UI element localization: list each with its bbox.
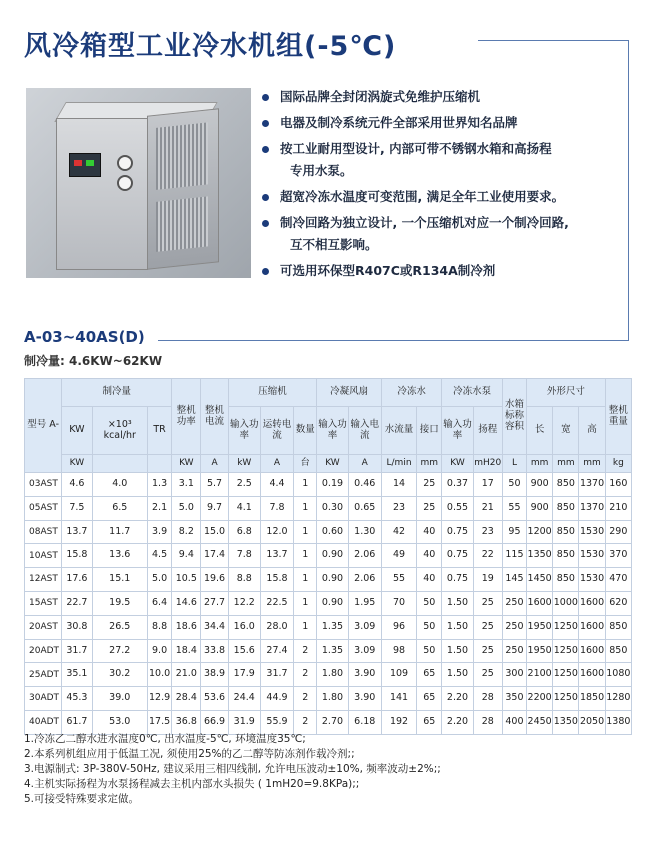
table-cell: 0.19 xyxy=(317,473,348,497)
table-cell: 50 xyxy=(417,591,442,615)
table-cell: 1600 xyxy=(527,591,553,615)
table-cell: 13.7 xyxy=(260,544,293,568)
table-cell: 1450 xyxy=(527,568,553,592)
table-row xyxy=(25,615,632,639)
table-cell: 15.1 xyxy=(92,568,147,592)
table-cell: 50 xyxy=(502,473,526,497)
table-cell: 28.0 xyxy=(260,615,293,639)
table-cell: 35.1 xyxy=(62,663,92,687)
table-cell: 2200 xyxy=(527,687,553,711)
table-cell: 850 xyxy=(553,520,579,544)
table-cell: 96 xyxy=(381,615,416,639)
table-cell: 3.09 xyxy=(348,615,381,639)
table-cell: 0.90 xyxy=(317,591,348,615)
table-cell: 3.9 xyxy=(147,520,171,544)
table-cell: 1950 xyxy=(527,615,553,639)
table-cell: 0.90 xyxy=(317,568,348,592)
table-cell: 6.8 xyxy=(228,520,260,544)
control-panel xyxy=(69,153,101,177)
bullet-icon xyxy=(262,146,269,153)
table-cell: 1 xyxy=(294,615,317,639)
pressure-gauge xyxy=(117,155,133,171)
table-cell: 17.4 xyxy=(201,544,228,568)
table-cell: 26.5 xyxy=(92,615,147,639)
table-cell: 1600 xyxy=(579,639,605,663)
table-cell: 49 xyxy=(381,544,416,568)
spec-table xyxy=(24,378,632,735)
table-cell: 2100 xyxy=(527,663,553,687)
feature-item: 超宽冷冻水温度可变范围, 满足全年工业使用要求。 xyxy=(258,186,628,208)
feature-list xyxy=(258,86,628,286)
table-cell: 850 xyxy=(605,615,631,639)
table-row xyxy=(25,687,632,711)
table-cell: 250 xyxy=(502,591,526,615)
table-row xyxy=(25,496,632,520)
table-cell: 160 xyxy=(605,473,631,497)
table-cell: 0.90 xyxy=(317,544,348,568)
table-cell: 10.0 xyxy=(147,663,171,687)
table-cell: 250 xyxy=(502,615,526,639)
table-cell: 31.9 xyxy=(228,710,260,734)
col-chilled: 冷冻水 xyxy=(381,379,441,407)
table-row xyxy=(25,639,632,663)
table-cell: 1530 xyxy=(579,544,605,568)
table-cell: 1080 xyxy=(605,663,631,687)
table-cell: 2 xyxy=(294,710,317,734)
table-cell: 31.7 xyxy=(62,639,92,663)
model-cell: 03AST xyxy=(25,473,62,497)
table-cell: 1530 xyxy=(579,568,605,592)
table-cell: 28 xyxy=(473,710,502,734)
table-cell: 1.95 xyxy=(348,591,381,615)
table-cell: 22.7 xyxy=(62,591,92,615)
col-tank: 水箱标称容积 xyxy=(502,379,526,455)
table-cell: 27.4 xyxy=(260,639,293,663)
table-cell: 45.3 xyxy=(62,687,92,711)
table-cell: 109 xyxy=(381,663,416,687)
feature-item: 制冷回路为独立设计, 一个压缩机对应一个制冷回路, 互不相互影响。 xyxy=(258,212,628,256)
table-row xyxy=(25,663,632,687)
table-cell: 1370 xyxy=(579,473,605,497)
table-cell: 1950 xyxy=(527,639,553,663)
table-cell: 400 xyxy=(502,710,526,734)
table-cell: 15.6 xyxy=(228,639,260,663)
table-cell: 1.50 xyxy=(442,615,473,639)
table-cell: 19.5 xyxy=(92,591,147,615)
table-cell: 1250 xyxy=(553,687,579,711)
table-cell: 1.80 xyxy=(317,663,348,687)
table-cell: 22.5 xyxy=(260,591,293,615)
spec-table-body xyxy=(25,473,632,735)
table-cell: 2.06 xyxy=(348,544,381,568)
table-cell: 31.7 xyxy=(260,663,293,687)
table-cell: 7.8 xyxy=(228,544,260,568)
table-cell: 10.5 xyxy=(172,568,201,592)
table-cell: 65 xyxy=(417,710,442,734)
table-cell: 0.46 xyxy=(348,473,381,497)
table-cell: 65 xyxy=(417,663,442,687)
condenser-grille xyxy=(156,196,208,251)
table-cell: 8.8 xyxy=(228,568,260,592)
table-cell: 23 xyxy=(381,496,416,520)
table-cell: 141 xyxy=(381,687,416,711)
table-cell: 2.20 xyxy=(442,710,473,734)
table-cell: 1.50 xyxy=(442,591,473,615)
table-cell: 21 xyxy=(473,496,502,520)
frame-border-right xyxy=(628,40,629,340)
table-cell: 65 xyxy=(417,687,442,711)
table-cell: 39.0 xyxy=(92,687,147,711)
table-cell: 23 xyxy=(473,520,502,544)
table-cell: 0.55 xyxy=(442,496,473,520)
table-cell: 5.0 xyxy=(147,568,171,592)
table-cell: 53.6 xyxy=(201,687,228,711)
table-cell: 14.6 xyxy=(172,591,201,615)
table-cell: 33.8 xyxy=(201,639,228,663)
table-cell: 34.4 xyxy=(201,615,228,639)
model-cell: 12AST xyxy=(25,568,62,592)
table-cell: 25 xyxy=(473,663,502,687)
table-cell: 850 xyxy=(553,496,579,520)
title-rule xyxy=(478,40,628,41)
table-cell: 1600 xyxy=(579,591,605,615)
table-cell: 850 xyxy=(553,473,579,497)
table-cell: 192 xyxy=(381,710,416,734)
table-cell: 17.6 xyxy=(62,568,92,592)
table-cell: 2.20 xyxy=(442,687,473,711)
table-cell: 28 xyxy=(473,687,502,711)
table-cell: 50 xyxy=(417,615,442,639)
table-cell: 7.8 xyxy=(260,496,293,520)
table-cell: 53.0 xyxy=(92,710,147,734)
table-cell: 1370 xyxy=(579,496,605,520)
table-cell: 0.75 xyxy=(442,568,473,592)
table-cell: 1280 xyxy=(605,687,631,711)
table-cell: 0.65 xyxy=(348,496,381,520)
table-cell: 2.06 xyxy=(348,568,381,592)
table-cell: 0.37 xyxy=(442,473,473,497)
note-item: 2.本系列机组应用于低温工况, 须使用25%的乙二醇等防冻剂作载冷剂;; xyxy=(24,748,355,760)
table-cell: 13.7 xyxy=(62,520,92,544)
feature-item: 电器及制冷系统元件全部采用世界知名品牌 xyxy=(258,112,628,134)
table-cell: 145 xyxy=(502,568,526,592)
table-cell: 4.0 xyxy=(92,473,147,497)
table-cell: 620 xyxy=(605,591,631,615)
table-cell: 17.9 xyxy=(228,663,260,687)
table-cell: 40 xyxy=(417,544,442,568)
col-pump: 冷冻水泵 xyxy=(442,379,503,407)
table-header-row xyxy=(25,379,632,407)
table-cell: 6.4 xyxy=(147,591,171,615)
table-cell: 25 xyxy=(417,473,442,497)
note-item: 4.主机实际扬程为水泵扬程减去主机内部水头损失 ( 1mH20=9.8KPa);; xyxy=(24,778,360,790)
table-cell: 22 xyxy=(473,544,502,568)
table-cell: 1380 xyxy=(605,710,631,734)
table-row xyxy=(25,544,632,568)
table-cell: 900 xyxy=(527,496,553,520)
table-cell: 4.4 xyxy=(260,473,293,497)
bullet-icon xyxy=(262,194,269,201)
table-cell: 95 xyxy=(502,520,526,544)
table-cell: 850 xyxy=(605,639,631,663)
model-cell: 20ADT xyxy=(25,639,62,663)
table-cell: 18.6 xyxy=(172,615,201,639)
col-current: 整机电流 xyxy=(201,379,228,455)
table-cell: 1.3 xyxy=(147,473,171,497)
table-cell: 1.35 xyxy=(317,639,348,663)
table-cell: 28.4 xyxy=(172,687,201,711)
table-cell: 12.0 xyxy=(260,520,293,544)
table-cell: 250 xyxy=(502,639,526,663)
table-cell: 18.4 xyxy=(172,639,201,663)
table-cell: 8.2 xyxy=(172,520,201,544)
frame-border-bottom xyxy=(158,340,629,341)
table-cell: 17 xyxy=(473,473,502,497)
table-cell: 9.7 xyxy=(201,496,228,520)
table-cell: 1250 xyxy=(553,663,579,687)
table-cell: 24.4 xyxy=(228,687,260,711)
table-cell: 1600 xyxy=(579,615,605,639)
col-power: 整机功率 xyxy=(172,379,201,455)
feature-item: 国际品牌全封闭涡旋式免维护压缩机 xyxy=(258,86,628,108)
table-cell: 470 xyxy=(605,568,631,592)
table-cell: 1 xyxy=(294,544,317,568)
table-cell: 2 xyxy=(294,663,317,687)
table-cell: 1600 xyxy=(579,663,605,687)
bullet-icon xyxy=(262,220,269,227)
table-cell: 44.9 xyxy=(260,687,293,711)
table-cell: 3.90 xyxy=(348,663,381,687)
table-row xyxy=(25,520,632,544)
table-cell: 6.5 xyxy=(92,496,147,520)
table-row xyxy=(25,568,632,592)
table-cell: 2050 xyxy=(579,710,605,734)
table-cell: 12.9 xyxy=(147,687,171,711)
model-cell: 10AST xyxy=(25,544,62,568)
pressure-gauge xyxy=(117,175,133,191)
table-cell: 1 xyxy=(294,591,317,615)
table-cell: 25 xyxy=(473,591,502,615)
table-cell: 6.18 xyxy=(348,710,381,734)
table-cell: 0.75 xyxy=(442,544,473,568)
table-cell: 1.80 xyxy=(317,687,348,711)
table-cell: 2.70 xyxy=(317,710,348,734)
table-cell: 1250 xyxy=(553,639,579,663)
col-weight: 整机重量 xyxy=(605,379,631,455)
bullet-icon xyxy=(262,120,269,127)
table-cell: 55.9 xyxy=(260,710,293,734)
table-cell: 1530 xyxy=(579,520,605,544)
table-unit-row: KW KW A kW A 台 KW A L/min mm KW mH20 L mm mm mm kg xyxy=(25,455,632,473)
table-cell: 850 xyxy=(553,544,579,568)
table-cell: 9.4 xyxy=(172,544,201,568)
model-cell: 05AST xyxy=(25,496,62,520)
feature-item: 可选用环保型R407C或R134A制冷剂 xyxy=(258,260,628,282)
table-cell: 1 xyxy=(294,520,317,544)
col-dims: 外形尺寸 xyxy=(527,379,606,407)
notes xyxy=(24,732,632,807)
bullet-icon xyxy=(262,94,269,101)
table-cell: 15.8 xyxy=(260,568,293,592)
table-cell: 11.7 xyxy=(92,520,147,544)
table-cell: 5.7 xyxy=(201,473,228,497)
product-photo xyxy=(26,88,251,278)
note-item: 1.冷冻乙二醇水进水温度0℃, 出水温度-5℃, 环境温度35℃; xyxy=(24,733,306,745)
model-cell: 08AST xyxy=(25,520,62,544)
unit-front-panel xyxy=(56,118,148,270)
table-cell: 115 xyxy=(502,544,526,568)
table-cell: 21.0 xyxy=(172,663,201,687)
table-cell: 1850 xyxy=(579,687,605,711)
table-row xyxy=(25,473,632,497)
table-cell: 70 xyxy=(381,591,416,615)
table-subheader-row: KW ×10³ kcal/hr TR 输入功率 运转电流 数量 输入功率 输入电流 水流量 接口 输入功率 扬程 长 宽 高 xyxy=(25,407,632,455)
table-cell: 5.0 xyxy=(172,496,201,520)
table-cell: 2 xyxy=(294,639,317,663)
table-cell: 850 xyxy=(553,568,579,592)
table-cell: 55 xyxy=(381,568,416,592)
table-row xyxy=(25,591,632,615)
note-item: 5.可接受特殊要求定做。 xyxy=(24,793,140,805)
col-model: 型号 A- xyxy=(25,379,62,473)
table-cell: 17.5 xyxy=(147,710,171,734)
table-cell: 1 xyxy=(294,496,317,520)
table-cell: 900 xyxy=(527,473,553,497)
table-cell: 1000 xyxy=(553,591,579,615)
bullet-icon xyxy=(262,268,269,275)
table-cell: 1200 xyxy=(527,520,553,544)
table-cell: 8.8 xyxy=(147,615,171,639)
table-row xyxy=(25,710,632,734)
table-cell: 3.90 xyxy=(348,687,381,711)
table-cell: 61.7 xyxy=(62,710,92,734)
table-cell: 19 xyxy=(473,568,502,592)
table-cell: 1250 xyxy=(553,615,579,639)
table-cell: 55 xyxy=(502,496,526,520)
table-cell: 3.1 xyxy=(172,473,201,497)
table-cell: 2450 xyxy=(527,710,553,734)
table-cell: 4.1 xyxy=(228,496,260,520)
table-cell: 2.5 xyxy=(228,473,260,497)
table-cell: 25 xyxy=(473,615,502,639)
table-cell: 15.8 xyxy=(62,544,92,568)
page-title: 风冷箱型工业冷水机组(-5℃) xyxy=(24,31,397,62)
col-compressor: 压缩机 xyxy=(228,379,317,407)
model-cell: 20AST xyxy=(25,615,62,639)
table-cell: 15.0 xyxy=(201,520,228,544)
table-cell: 0.60 xyxy=(317,520,348,544)
table-cell: 16.0 xyxy=(228,615,260,639)
col-fan: 冷凝风扇 xyxy=(317,379,382,407)
model-cell: 40ADT xyxy=(25,710,62,734)
feature-item: 按工业耐用型设计, 内部可带不锈钢水箱和高扬程 专用水泵。 xyxy=(258,138,628,182)
table-cell: 30.2 xyxy=(92,663,147,687)
model-cell: 15AST xyxy=(25,591,62,615)
table-cell: 19.6 xyxy=(201,568,228,592)
table-cell: 4.6 xyxy=(62,473,92,497)
table-cell: 2.1 xyxy=(147,496,171,520)
table-cell: 3.09 xyxy=(348,639,381,663)
table-cell: 290 xyxy=(605,520,631,544)
note-item: 3.电源制式: 3P-380V-50Hz, 建议采用三相四线制, 允许电压波动±10%, 频率波动±2%;; xyxy=(24,763,441,775)
col-cooling: 制冷量 xyxy=(62,379,172,407)
table-cell: 25 xyxy=(417,496,442,520)
table-cell: 1.50 xyxy=(442,663,473,687)
table-cell: 0.75 xyxy=(442,520,473,544)
table-cell: 12.2 xyxy=(228,591,260,615)
table-cell: 1.35 xyxy=(317,615,348,639)
table-cell: 40 xyxy=(417,520,442,544)
capacity-range: 制冷量: 4.6KW~62KW xyxy=(24,354,163,368)
table-cell: 210 xyxy=(605,496,631,520)
model-range: A-03~40AS(D) xyxy=(24,328,145,346)
table-cell: 1.50 xyxy=(442,639,473,663)
model-cell: 25ADT xyxy=(25,663,62,687)
table-cell: 36.8 xyxy=(172,710,201,734)
table-cell: 7.5 xyxy=(62,496,92,520)
condenser-grille xyxy=(156,122,208,189)
table-cell: 27.7 xyxy=(201,591,228,615)
table-cell: 38.9 xyxy=(201,663,228,687)
table-cell: 13.6 xyxy=(92,544,147,568)
table-cell: 14 xyxy=(381,473,416,497)
table-cell: 30.8 xyxy=(62,615,92,639)
table-cell: 27.2 xyxy=(92,639,147,663)
table-cell: 1 xyxy=(294,473,317,497)
table-cell: 1350 xyxy=(527,544,553,568)
table-cell: 370 xyxy=(605,544,631,568)
table-cell: 0.30 xyxy=(317,496,348,520)
table-cell: 2 xyxy=(294,687,317,711)
table-cell: 1.30 xyxy=(348,520,381,544)
table-cell: 40 xyxy=(417,568,442,592)
table-cell: 66.9 xyxy=(201,710,228,734)
unit-side-panel xyxy=(147,108,219,270)
table-cell: 1350 xyxy=(553,710,579,734)
table-cell: 4.5 xyxy=(147,544,171,568)
table-cell: 9.0 xyxy=(147,639,171,663)
table-cell: 42 xyxy=(381,520,416,544)
table-cell: 350 xyxy=(502,687,526,711)
table-cell: 98 xyxy=(381,639,416,663)
table-cell: 1 xyxy=(294,568,317,592)
model-cell: 30ADT xyxy=(25,687,62,711)
table-cell: 300 xyxy=(502,663,526,687)
table-cell: 50 xyxy=(417,639,442,663)
table-cell: 25 xyxy=(473,639,502,663)
